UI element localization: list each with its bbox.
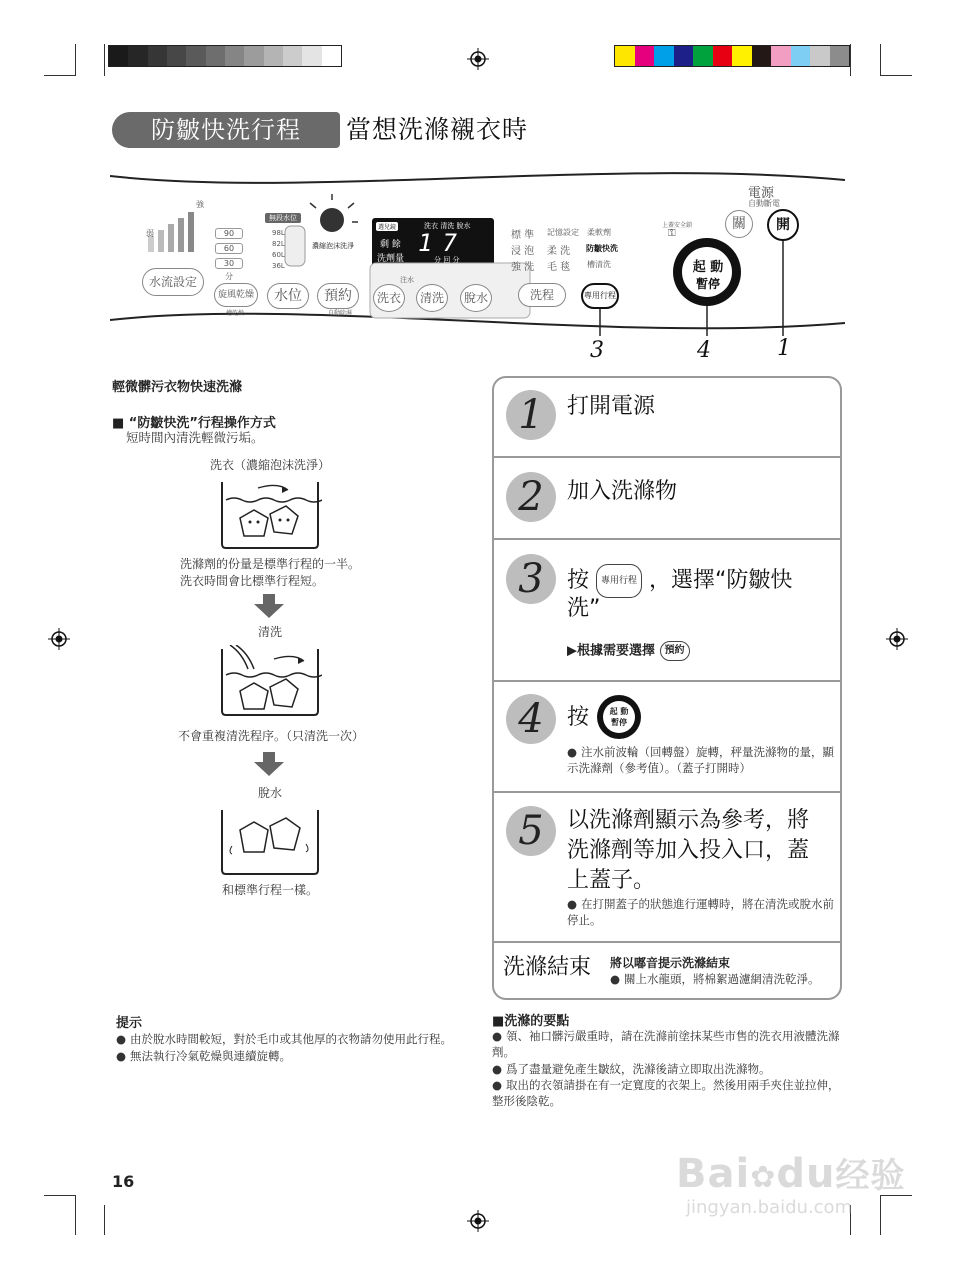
color-swatch xyxy=(752,46,772,66)
color-swatch xyxy=(615,46,635,66)
inject-label: 注水 xyxy=(400,276,414,284)
step-4-title: 按 xyxy=(567,705,590,730)
step-5-title-2: 洗滌劑等加入投入口，蓋 xyxy=(567,838,810,863)
power-sublabel: 自動斷電 xyxy=(748,199,780,208)
stage1-description: 洗滌劑的份量是標準行程的一半。洗衣時間會比標準行程短。 xyxy=(180,557,361,588)
display-units: 分 回 分 xyxy=(434,256,460,264)
gray-swatch xyxy=(244,46,263,66)
reserve-button[interactable]: 預約 xyxy=(317,283,359,309)
color-swatch xyxy=(713,46,733,66)
color-swatch xyxy=(810,46,830,66)
stage1-label: 洗衣（濃縮泡沫洗淨） xyxy=(209,458,330,472)
step-number-3: 3 xyxy=(506,554,556,604)
registration-mark-top xyxy=(467,48,489,70)
crop-mark xyxy=(44,75,76,76)
water-level-60: 60L xyxy=(272,251,285,259)
step-4-note-text: 注水前波輪（回轉盤）旋轉，秤量洗滌物的量，顯示洗滌劑（參考值）。（蓋子打開時） xyxy=(567,745,835,775)
display-remaining: 剩 餘 xyxy=(380,240,401,250)
power-off-button[interactable]: 關 xyxy=(725,210,753,238)
program-col-3-b: 防皺快洗 xyxy=(586,244,618,253)
crop-mark xyxy=(75,44,76,76)
step-divider xyxy=(494,680,840,682)
point-item-text: 爲了盡量避免產生皺紋，洗滌後請立即取出洗滌物。 xyxy=(506,1062,771,1076)
down-arrow-icon xyxy=(254,594,284,618)
step-3-title-cont: 洗” xyxy=(567,596,601,621)
page-number: 16 xyxy=(112,1172,135,1191)
callout-3: 3 xyxy=(590,338,604,363)
program-col-3-a: 柔軟劑 xyxy=(587,228,611,237)
step-number-2: 2 xyxy=(506,472,556,522)
gray-swatch xyxy=(148,46,167,66)
start-pause-panel-button[interactable] xyxy=(678,240,738,300)
spin-tub-illustration xyxy=(218,806,322,876)
water-level-82: 82L xyxy=(272,240,285,248)
color-strip xyxy=(614,45,850,67)
crop-mark xyxy=(880,44,881,76)
strength-weak-label: 弱 xyxy=(146,229,154,238)
crop-mark xyxy=(75,1195,76,1235)
section-description: 短時間內清洗輕微污垢。 xyxy=(126,430,264,445)
point-item: ● 爲了盡量避免產生皺紋，洗滌後請立即取出洗滌物。 xyxy=(492,1062,771,1076)
program-col-1-c: 強 洗 xyxy=(511,262,535,273)
page-title: 防皺快洗行程 xyxy=(112,112,340,148)
stage3-description: 和標準行程一樣。 xyxy=(221,883,318,897)
paw-icon: ✿ xyxy=(750,1160,777,1195)
rinse-button[interactable]: 清洗 xyxy=(416,284,448,312)
down-arrow-icon xyxy=(254,752,284,776)
registration-mark-bottom xyxy=(467,1210,489,1232)
water-level-title: 無段水位 xyxy=(265,213,301,223)
water-level-98: 98L xyxy=(272,229,285,237)
program-col-2-c: 毛 毯 xyxy=(547,262,571,273)
step-3-title xyxy=(567,564,792,598)
stage3-label: 脫水 xyxy=(257,786,282,800)
gray-swatch xyxy=(283,46,302,66)
step-number-5: 5 xyxy=(506,806,556,856)
step-2-title: 加入洗滌物 xyxy=(567,479,678,504)
finish-note-text: 關上水龍頭，將棉絮過濾網清洗乾淨。 xyxy=(624,972,820,986)
spin-dry-button[interactable]: 旋風乾燥 xyxy=(214,283,258,307)
strength-strong-label: 強 xyxy=(196,200,204,209)
point-item-text: 取出的衣領請掛在有一定寬度的衣架上。然後用兩手夾住並拉伸，整形後陰乾。 xyxy=(492,1078,840,1108)
program-col-2-b: 柔 洗 xyxy=(547,246,571,257)
color-swatch xyxy=(674,46,694,66)
registration-mark-left xyxy=(48,628,70,650)
point-item: ● 取出的衣領請掛在有一定寬度的衣架上。然後用兩手夾住並拉伸，整形後陰乾。 xyxy=(492,1078,840,1108)
step-5-note: ● 在打開蓋子的狀態進行運轉時，將在清洗或脫水前停止。 xyxy=(567,897,835,927)
crop-mark xyxy=(880,75,912,76)
start-pause-icon xyxy=(597,695,641,739)
color-swatch xyxy=(791,46,811,66)
reserve-chip: 預約 xyxy=(660,641,690,661)
gray-swatch xyxy=(109,46,128,66)
stage2-label: 清洗 xyxy=(257,625,282,639)
step-number-1: 1 xyxy=(506,390,556,440)
watermark-brand-3: 经验 xyxy=(835,1156,906,1196)
gray-swatch xyxy=(225,46,244,66)
watermark xyxy=(676,1148,916,1248)
special-program-button[interactable]: 專用行程 xyxy=(581,283,619,309)
step-divider xyxy=(494,456,840,458)
dry-option-90: 90 xyxy=(215,228,243,239)
tip-item: ● 由於脫水時間較短，對於毛巾或其他厚的衣物請勿使用此行程。 xyxy=(116,1032,453,1046)
water-flow-button[interactable]: 水流設定 xyxy=(142,268,204,296)
foam-label: 濃縮泡沫洗淨 xyxy=(312,242,354,250)
gray-swatch xyxy=(264,46,283,66)
rinse-tub-illustration xyxy=(218,645,322,717)
course-button[interactable]: 洗程 xyxy=(518,283,566,307)
step-3-press: 按 xyxy=(567,568,590,593)
power-label: 電源 xyxy=(748,186,775,201)
tips-title: 提示 xyxy=(116,1016,143,1031)
intro-heading: 輕微髒污衣物快速洗滌 xyxy=(112,380,243,395)
step-divider xyxy=(494,538,840,540)
water-level-36: 36L xyxy=(272,262,285,270)
display-digits: 17 xyxy=(418,229,467,257)
spin-button[interactable]: 脫水 xyxy=(460,284,492,312)
reserve-sublabel: 自動除濕 xyxy=(328,310,353,317)
points-title: ■洗滌的要點 xyxy=(492,1014,570,1029)
stage2-description: 不會重複清洗程序。（只清洗一次） xyxy=(177,729,364,743)
crop-mark xyxy=(850,44,851,76)
dry-option-60: 60 xyxy=(215,243,243,254)
tip-item-text: 由於脫水時間較短，對於毛巾或其他厚的衣物請勿使用此行程。 xyxy=(130,1032,453,1046)
dry-minute-label: 分 xyxy=(225,272,233,281)
special-program-chip: 專用行程 xyxy=(596,564,642,598)
crop-mark xyxy=(44,1195,76,1196)
color-swatch xyxy=(635,46,655,66)
point-item: ● 領、袖口髒污嚴重時，請在洗滌前塗抹某些市售的洗衣用液體洗滌劑。 xyxy=(492,1029,840,1059)
callout-4: 4 xyxy=(697,338,711,363)
watermark-url: jingyan.baidu.com xyxy=(686,1197,853,1218)
finish-note: ● 關上水龍頭，將棉絮過濾網清洗乾淨。 xyxy=(610,972,820,986)
color-swatch xyxy=(693,46,713,66)
water-level-button[interactable]: 水位 xyxy=(267,283,309,309)
crop-mark xyxy=(104,44,105,76)
finish-subtitle: 將以嘟音提示洗滌結束 xyxy=(610,956,731,970)
watermark-brand-2: du xyxy=(776,1151,836,1197)
finish-title: 洗滌結束 xyxy=(503,955,592,980)
step-number-4: 4 xyxy=(506,694,556,744)
crop-mark xyxy=(104,1205,105,1235)
step-3-note xyxy=(567,641,690,661)
watermark-brand: Bai xyxy=(676,1151,751,1197)
program-col-1-a: 標 準 xyxy=(511,230,535,241)
step-divider xyxy=(494,791,840,793)
gray-swatch xyxy=(128,46,147,66)
color-swatch xyxy=(830,46,850,66)
step-3-select: ，選擇“防皺快 xyxy=(649,568,793,593)
display-mode-label: 選兒鏡 xyxy=(378,224,397,231)
dry-option-30: 30 xyxy=(215,258,243,269)
callout-1: 1 xyxy=(777,336,791,361)
step-divider xyxy=(494,941,840,943)
point-item-text: 領、袖口髒污嚴重時，請在洗滌前塗抹某些市售的洗衣用液體洗滌劑。 xyxy=(492,1029,840,1059)
grayscale-strip xyxy=(108,45,342,67)
pause-icon-label: 暫停 xyxy=(611,718,627,727)
program-col-3-c: 槽清洗 xyxy=(587,260,611,269)
lid-lock-label: 上蓋安全鎖 xyxy=(662,222,693,229)
gray-swatch xyxy=(302,46,321,66)
step-5-title-1: 以洗滌劑顯示為參考，將 xyxy=(567,808,810,833)
power-on-button[interactable]: 開 xyxy=(767,209,799,241)
section-title: ■ “防皺快洗”行程操作方式 xyxy=(112,416,276,431)
color-swatch xyxy=(732,46,752,66)
gray-swatch xyxy=(186,46,205,66)
spin-dry-sublabel: 槽乾燥 xyxy=(226,310,245,317)
color-swatch xyxy=(771,46,791,66)
step-4-note: ● 注水前波輪（回轉盤）旋轉，秤量洗滌物的量，顯示洗滌劑（參考值）。（蓋子打開時） xyxy=(567,745,835,775)
program-col-1-b: 浸 泡 xyxy=(511,246,535,257)
tip-item-text: 無法執行冷氣乾燥與連續旋轉。 xyxy=(130,1049,292,1063)
wash-button[interactable]: 洗衣 xyxy=(373,284,405,312)
step-1-title: 打開電源 xyxy=(567,394,656,419)
tip-item: ● 無法執行冷氣乾燥與連續旋轉。 xyxy=(116,1049,292,1063)
wash-tub-illustration xyxy=(218,478,322,550)
step-5-title-3: 上蓋子。 xyxy=(567,868,656,893)
start-icon-label: 起 動 xyxy=(609,707,629,716)
page-subtitle: 當想洗滌襯衣時 xyxy=(346,115,529,144)
step-3-note-text: ▶根據需要選擇 xyxy=(567,643,655,659)
lid-lock-icon: ⚿ xyxy=(668,228,676,239)
registration-mark-right xyxy=(886,628,908,650)
start-label: 起 動 xyxy=(692,260,724,275)
gray-swatch xyxy=(206,46,225,66)
pause-label: 暫停 xyxy=(695,277,720,291)
gray-swatch xyxy=(322,46,341,66)
display-detergent: 洗劑量 xyxy=(377,254,405,264)
program-col-2-a: 記憶設定 xyxy=(547,228,579,237)
display-stages: 洗衣 清洗 脫水 xyxy=(424,222,471,230)
gray-swatch xyxy=(167,46,186,66)
step-5-note-text: 在打開蓋子的狀態進行運轉時，將在清洗或脫水前停止。 xyxy=(567,897,835,927)
color-swatch xyxy=(654,46,674,66)
